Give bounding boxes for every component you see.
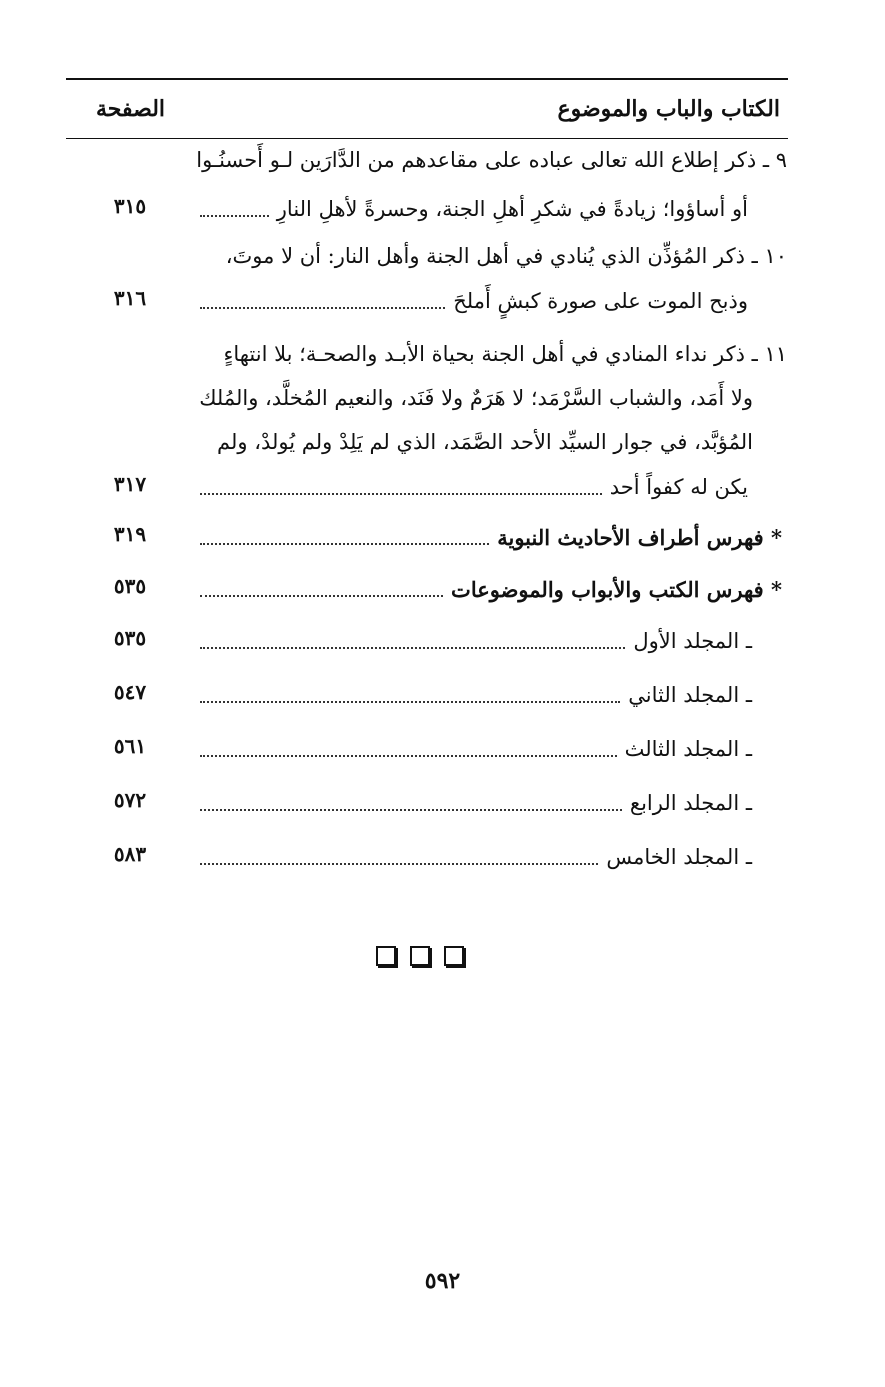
leader-dots <box>200 809 622 811</box>
leader-dots <box>200 647 625 649</box>
volume-4-page: ٥٧٢ <box>113 788 147 812</box>
entry-11-page: ٣١٧ <box>113 472 147 496</box>
square-ornament-icon <box>410 946 430 966</box>
leader-dots <box>200 307 445 309</box>
entry-9-line-1: ٩ ـ ذكر إطلاع الله تعالى عباده على مقاعدهم من الدَّارَين لـو أَحسنُـوا <box>196 148 787 172</box>
entry-10-page: ٣١٦ <box>113 286 147 310</box>
end-ornament <box>376 946 464 966</box>
entry-9-row <box>200 194 782 224</box>
entry-11-row <box>200 472 782 502</box>
volume-1-row <box>200 626 782 656</box>
square-ornament-icon <box>376 946 396 966</box>
leader-dots <box>200 701 620 703</box>
entry-10-row <box>200 286 782 316</box>
volume-1-label: ـ المجلد الأول <box>633 629 752 653</box>
entry-11-line-3: المُؤبَّد، في جوار السيِّد الأحد الصَّمَد، الذي لم يَلِدْ ولم يُولدْ، ولم <box>217 430 753 454</box>
hadith-index-label: * فهرس أطراف الأحاديث النبوية <box>497 524 782 550</box>
volume-3-page: ٥٦١ <box>113 734 147 758</box>
volume-2-label: ـ المجلد الثاني <box>628 683 752 707</box>
entry-11-line-1: ١١ ـ ذكر نداء المنادي في أهل الجنة بحياة الأبـد والصحـة؛ بلا انتهاءٍ <box>223 342 787 366</box>
volume-2-row <box>200 680 782 710</box>
volume-4-label: ـ المجلد الرابع <box>629 791 752 815</box>
hadith-index-page: ٣١٩ <box>113 522 147 546</box>
leader-dots <box>200 215 269 217</box>
entry-9-page: ٣١٥ <box>113 194 147 218</box>
volume-5-label: ـ المجلد الخامس <box>606 845 752 869</box>
volume-4-row <box>200 788 782 818</box>
leader-dots <box>200 595 443 597</box>
page-number: ٥٩٢ <box>424 1268 461 1294</box>
leader-dots <box>200 755 617 757</box>
header-page: الصفحة <box>96 96 166 122</box>
volume-2-page: ٥٤٧ <box>113 680 147 704</box>
volume-1-page: ٥٣٥ <box>113 626 147 650</box>
square-ornament-icon <box>444 946 464 966</box>
entry-10-line-2: وذبح الموت على صورة كبشٍ أَملحَ <box>453 289 748 313</box>
leader-dots <box>200 863 598 865</box>
leader-dots <box>200 493 602 495</box>
books-index-row <box>200 574 782 604</box>
entry-10-line-1: ١٠ ـ ذكر المُؤذِّن الذي يُنادي في أهل الجنة وأهل النار: أن لا موتَ، <box>225 244 787 268</box>
books-index-page: ٥٣٥ <box>113 574 147 598</box>
volume-3-label: ـ المجلد الثالث <box>624 737 752 761</box>
volume-5-row <box>200 842 782 872</box>
entry-11-line-4: يكن له كفواً أحد <box>609 475 748 499</box>
volume-3-row <box>200 734 782 764</box>
header-topic: الكتاب والباب والموضوع <box>557 96 780 122</box>
volume-5-page: ٥٨٣ <box>113 842 147 866</box>
table-header <box>66 78 788 139</box>
entry-11-line-2: ولا أَمَد، والشباب السَّرْمَد؛ لا هَرَمٌ ولا فَنَد، والنعيم المُخلَّد، والمُلك <box>199 386 753 410</box>
leader-dots <box>200 543 489 545</box>
hadith-index-row <box>200 522 782 552</box>
books-index-label: * فهرس الكتب والأبواب والموضوعات <box>451 576 782 602</box>
entry-9-line-2: أو أساؤوا؛ زيادةً في شكرِ أهلِ الجنة، وحسرةً لأهلِ النارِ <box>276 197 748 221</box>
